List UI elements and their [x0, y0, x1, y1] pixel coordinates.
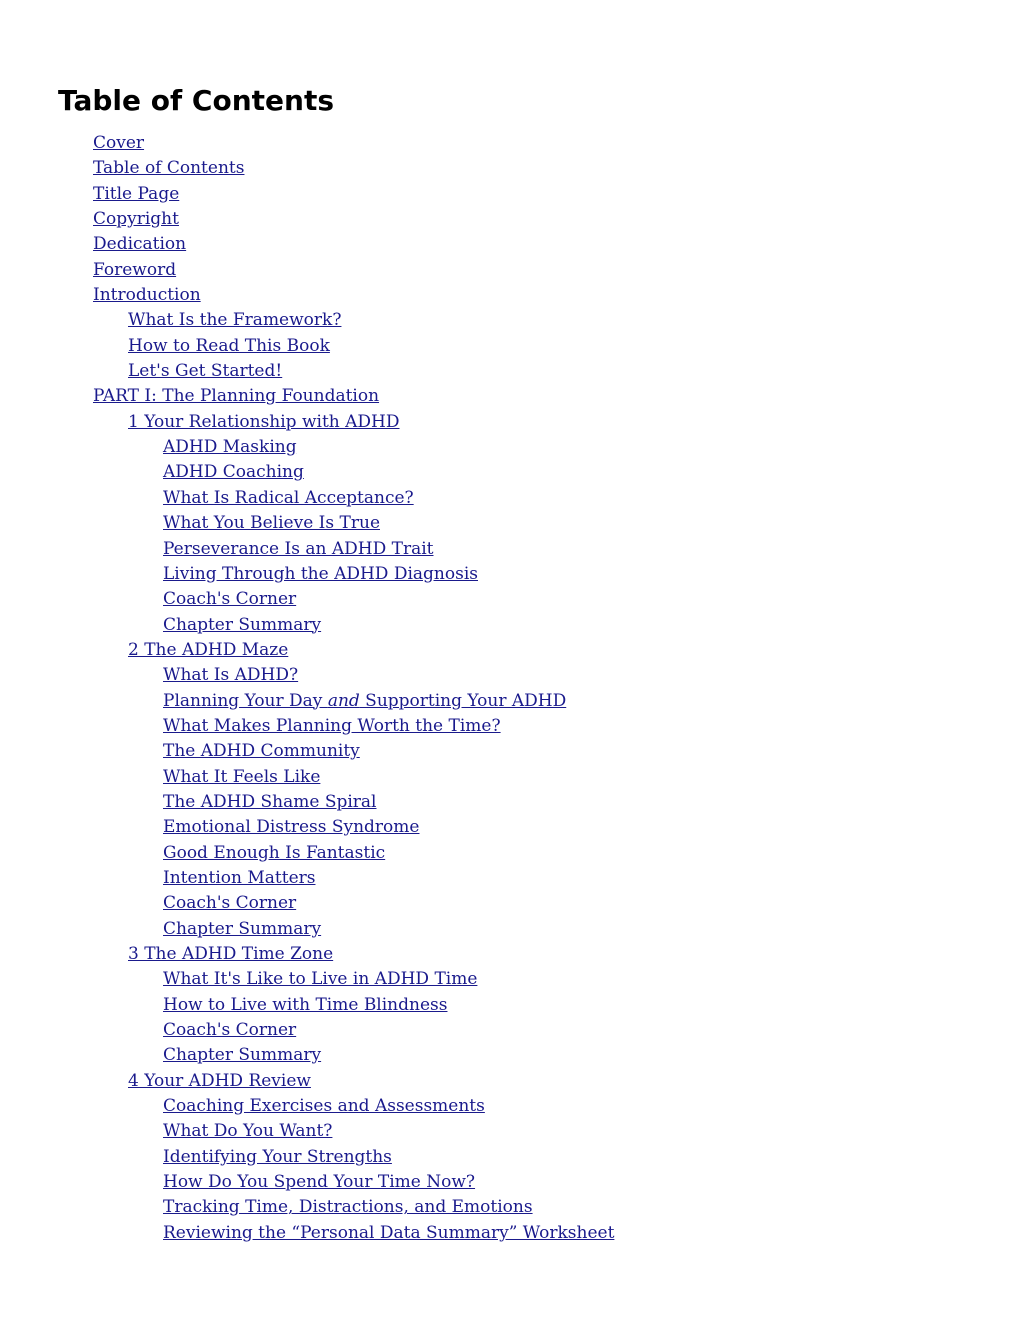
- toc-link[interactable]: What It Feels Like: [163, 766, 321, 787]
- toc-link[interactable]: Perseverance Is an ADHD Trait: [163, 538, 434, 559]
- toc-item: [0, 1145, 1020, 1170]
- toc-item: [0, 714, 1020, 739]
- toc-item: [0, 866, 1020, 891]
- toc-item: [0, 1119, 1020, 1144]
- toc-item: [0, 1069, 1020, 1094]
- toc-link[interactable]: ADHD Coaching: [163, 462, 304, 483]
- toc-item: [0, 537, 1020, 562]
- toc-item: [0, 384, 1020, 409]
- toc-item: [0, 410, 1020, 435]
- toc-item: [0, 942, 1020, 967]
- toc-item: [0, 587, 1020, 612]
- toc-item: [0, 765, 1020, 790]
- toc-item: [0, 232, 1020, 257]
- toc-link[interactable]: ADHD Masking: [163, 437, 297, 458]
- toc-item: [0, 891, 1020, 916]
- toc-link[interactable]: What Is ADHD?: [163, 665, 299, 686]
- toc-item: [0, 1195, 1020, 1220]
- toc-item: [0, 638, 1020, 663]
- toc-link[interactable]: How to Read This Book: [128, 335, 330, 356]
- toc-link-text: Planning Your Day: [163, 690, 328, 711]
- page-title: Table of Contents: [58, 84, 335, 117]
- toc-item: [0, 156, 1020, 181]
- toc-link[interactable]: What Makes Planning Worth the Time?: [163, 715, 501, 736]
- toc-link[interactable]: Coaching Exercises and Assessments: [163, 1096, 485, 1117]
- toc-link-text: Supporting Your ADHD: [359, 690, 567, 711]
- toc-item: [0, 359, 1020, 384]
- toc-item: [0, 967, 1020, 992]
- toc-link[interactable]: Cover: [93, 133, 145, 153]
- toc-item: [0, 841, 1020, 866]
- toc-link[interactable]: Chapter Summary: [163, 614, 322, 635]
- toc-link[interactable]: Emotional Distress Syndrome: [163, 817, 420, 838]
- toc-link[interactable]: Identifying Your Strengths: [163, 1146, 392, 1167]
- toc-item: [0, 1221, 1020, 1246]
- toc-link[interactable]: 4 Your ADHD Review: [128, 1070, 311, 1091]
- toc-item: [0, 613, 1020, 638]
- toc-item: [0, 689, 1020, 714]
- toc-item: [0, 663, 1020, 688]
- toc-link[interactable]: What Is Radical Acceptance?: [163, 487, 414, 508]
- toc-link[interactable]: Chapter Summary: [163, 1045, 322, 1066]
- toc-link[interactable]: PART I: The Planning Foundation: [93, 386, 380, 407]
- toc-link[interactable]: Good Enough Is Fantastic: [163, 842, 386, 863]
- toc-link[interactable]: Intention Matters: [163, 867, 316, 888]
- toc-item: [0, 283, 1020, 308]
- toc-link[interactable]: What It's Like to Live in ADHD Time: [163, 969, 478, 990]
- toc-link[interactable]: 2 The ADHD Maze: [128, 639, 289, 660]
- toc-link[interactable]: How Do You Spend Your Time Now?: [163, 1172, 476, 1193]
- toc-link[interactable]: 1 Your Relationship with ADHD: [128, 411, 400, 432]
- toc-link[interactable]: Let's Get Started!: [128, 361, 283, 382]
- toc-link[interactable]: Introduction: [93, 285, 201, 306]
- toc-item: [0, 917, 1020, 942]
- toc-item: [0, 258, 1020, 283]
- toc-link[interactable]: Coach's Corner: [163, 1020, 297, 1041]
- toc-item: [0, 993, 1020, 1018]
- toc-link[interactable]: The ADHD Community: [163, 741, 360, 762]
- toc-item: [0, 739, 1020, 764]
- toc-item: [0, 207, 1020, 232]
- toc-link[interactable]: How to Live with Time Blindness: [163, 994, 448, 1015]
- toc-link[interactable]: Title Page: [93, 183, 180, 204]
- toc-item: [0, 334, 1020, 359]
- toc-link[interactable]: 3 The ADHD Time Zone: [128, 944, 334, 964]
- toc-item: [0, 308, 1020, 333]
- toc-item: [0, 131, 1020, 156]
- toc-item: [0, 790, 1020, 815]
- toc-link[interactable]: Living Through the ADHD Diagnosis: [163, 563, 478, 584]
- toc-link[interactable]: Coach's Corner: [163, 893, 297, 914]
- toc-link[interactable]: What Do You Want?: [163, 1121, 333, 1142]
- toc-item: [0, 182, 1020, 207]
- toc-link[interactable]: Dedication: [93, 234, 187, 255]
- toc-link[interactable]: Chapter Summary: [163, 918, 322, 939]
- toc-link[interactable]: Foreword: [93, 259, 177, 280]
- toc-link[interactable]: Table of Contents: [93, 158, 245, 179]
- toc-link[interactable]: Copyright: [93, 209, 179, 230]
- toc-link[interactable]: Tracking Time, Distractions, and Emotions: [163, 1197, 533, 1218]
- toc-link[interactable]: Reviewing the “Personal Data Summary” Worksheet: [163, 1222, 615, 1243]
- toc-item: [0, 1170, 1020, 1195]
- toc-item: [0, 460, 1020, 485]
- toc-link[interactable]: The ADHD Shame Spiral: [163, 791, 377, 812]
- toc-link[interactable]: What Is the Framework?: [128, 310, 342, 331]
- toc-link[interactable]: [163, 691, 566, 711]
- toc-item: [0, 815, 1020, 840]
- table-of-contents-list: [0, 131, 1020, 1246]
- toc-link-emphasis: and: [327, 690, 360, 711]
- toc-item: [0, 1094, 1020, 1119]
- toc-item: [0, 511, 1020, 536]
- toc-item: [0, 562, 1020, 587]
- toc-link[interactable]: What You Believe Is True: [163, 513, 380, 534]
- toc-item: [0, 1018, 1020, 1043]
- toc-link[interactable]: Coach's Corner: [163, 589, 297, 610]
- toc-item: [0, 486, 1020, 511]
- toc-item: [0, 1043, 1020, 1068]
- toc-item: [0, 435, 1020, 460]
